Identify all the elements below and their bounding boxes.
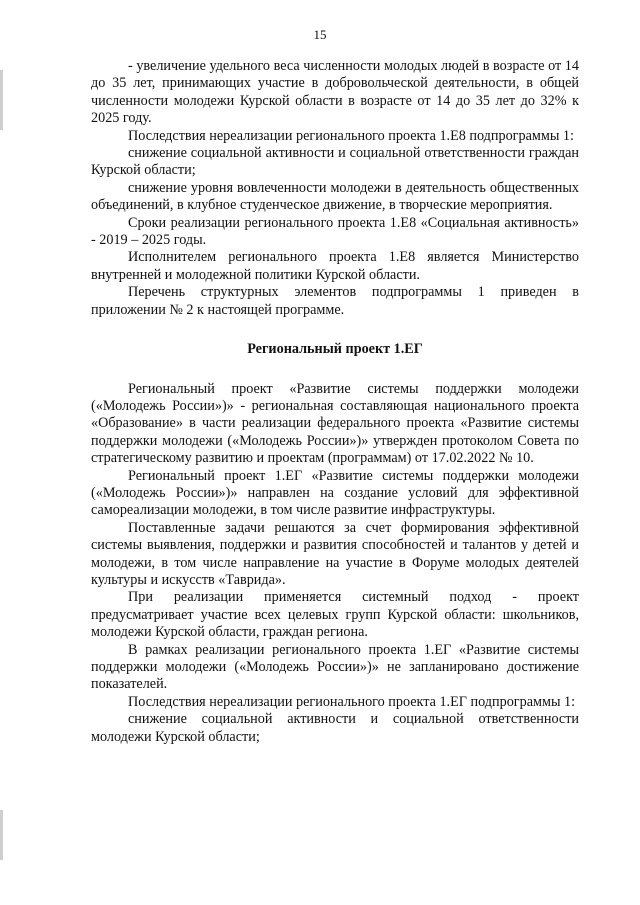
paragraph: Перечень структурных элементов подпрограммы 1 приведен в приложении № 2 к настоящей программе. — [91, 284, 579, 318]
paragraph: снижение социальной активности и социальной ответственности молодежи Курской области; — [91, 711, 579, 745]
paragraph: Последствия нереализации регионального проекта 1.Е8 подпрограммы 1: — [128, 127, 574, 144]
paragraph: снижение уровня вовлеченности молодежи в деятельность общественных объединений, в клубное студенческое движение, в творческие мероприятия. — [91, 179, 579, 214]
section-heading: Региональный проект 1.ЕГ — [247, 341, 423, 358]
paragraph: Последствия нереализации регионального проекта 1.ЕГ подпрограммы 1: — [128, 693, 576, 710]
document-body — [91, 58, 579, 746]
paragraph: Поставленные задачи решаются за счет формирования эффективной системы выявления, поддержки и развития способностей и талантов у детей и молодежи, в том числе направление на участие в Форуме молодых деятелей культуры и искусств «Таврида». — [91, 519, 579, 588]
paragraph: Сроки реализации регионального проекта 1.Е8 «Социальная активность» - 2019 – 2025 годы. — [91, 214, 579, 249]
scan-edge-mark — [0, 70, 3, 130]
paragraph: снижение социальной активности и социальной ответственности граждан Курской области; — [91, 145, 579, 179]
page-number: 15 — [313, 27, 327, 42]
paragraph: - увеличение удельного веса численности молодых людей в возрасте от 14 до 35 лет, принимающих участие в добровольческой деятельности, в общей численности молодежи Курской области в возрасте от 14 до 35 лет до 32% к 2025 году. — [91, 58, 579, 127]
paragraph: Региональный проект «Развитие системы поддержки молодежи («Молодежь России»)» - региональная составляющая национального проекта «Образование» в части реализации федерального проекта «Развитие системы поддержки молодежи («Молодежь России»)» утвержден протоколом Совета по стратегическому развитию и проектам (программам) от 17.02.2022 № 10. — [91, 380, 579, 467]
paragraph: При реализации применяется системный подход - проект предусматривает участие всех целевых групп Курской области: школьников, молодежи Курской области, граждан региона. — [91, 589, 579, 641]
paragraph: В рамках реализации регионального проекта 1.ЕГ «Развитие системы поддержки молодежи («Молодежь России»)» не запланировано достижение показателей. — [91, 641, 579, 693]
paragraph: Региональный проект 1.ЕГ «Развитие системы поддержки молодежи («Молодежь России»)» направлен на создание условий для эффективной самореализации молодежи, в том числе развитие инфраструктуры. — [91, 467, 579, 519]
scan-edge-mark — [0, 810, 3, 860]
paragraph: Исполнителем регионального проекта 1.Е8 является Министерство внутренней и молодежной политики Курской области. — [91, 249, 579, 283]
